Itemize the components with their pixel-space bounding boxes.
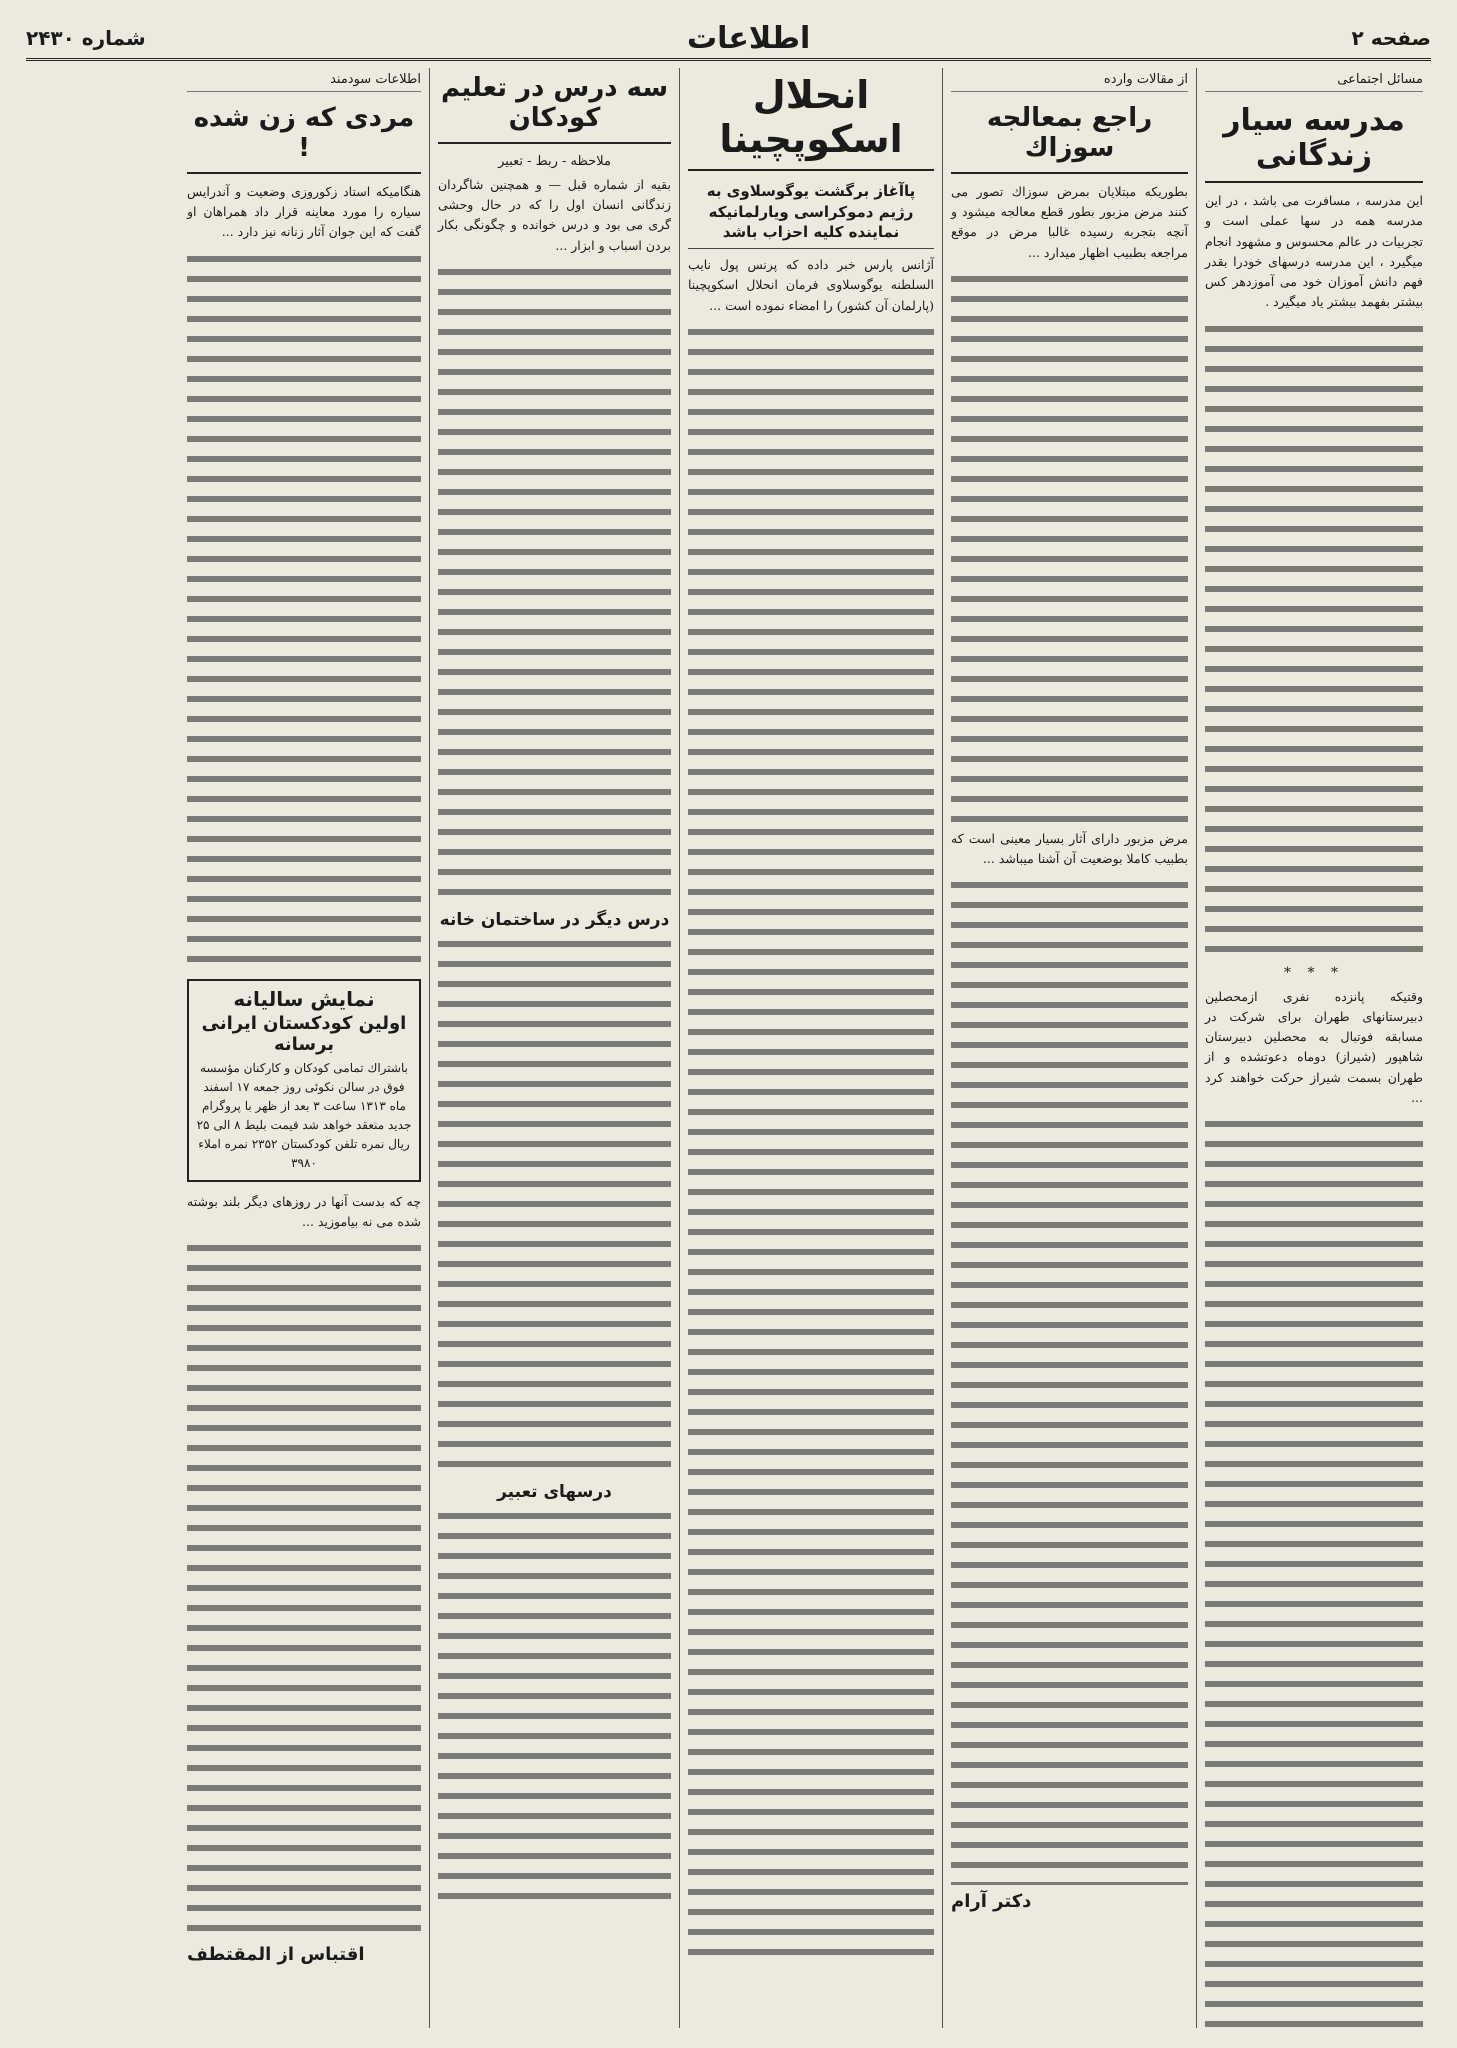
issue-number: شماره ۲۴۳۰ [26, 26, 146, 50]
column-politics [679, 68, 942, 2028]
article-subhead: پاآغاز برگشت یوگوسلاوی به رژیم دموکراسی ویارلمانیکه نماینده کلیه احزاب باشد [688, 179, 934, 249]
article-body-text [688, 322, 934, 1962]
column-education [429, 68, 679, 2028]
page-number: صفحه ۲ [1351, 26, 1431, 50]
article-paragraph: مرض مزبور دارای آثار بسیار معینی است که بطبیب کاملا بوضعیت آن آشنا میباشد ... [951, 830, 1188, 867]
article-byline: ملاحظه - ربط - تعبیر [498, 153, 611, 169]
column-medical [942, 68, 1196, 2028]
article-body-text [951, 269, 1188, 829]
masthead [26, 18, 1431, 61]
article-body-text [1205, 1114, 1423, 2028]
section-heading: درس دیگر در ساختمان خانه [439, 909, 670, 930]
section-kicker: اطلاعات سودمند [187, 68, 421, 92]
article-headline: سه درس در تعلیم کودکان [438, 68, 671, 144]
section-heading: درسهای تعبیر [497, 1481, 612, 1502]
article-lead: بقیه از شماره قبل — و همچنین شاگردان زندگانی انسان اول را که در حال وحشی گری می بود و درس خوانده و چگونگی بکار بردن اسباب و ابزار ... [438, 176, 671, 253]
separator-stars: * * * [1284, 964, 1344, 981]
announcement-text: باشتراك تمامی کودکان و کارکنان مؤسسه فوق در سالن نکوئی روز جمعه ۱۷ اسفند ماه ۱۳۱۳ ساعت ۳ بعد از ظهر با پروگرام جدید منعقد خواهد شد قیمت بلیط ۸ الی ۲۵ ریال نمره تلفن کودکستان ۲۳۵۲ نمره املاء ۳۹۸۰ [196, 1060, 412, 1171]
author-signature: دکتر آرام [951, 1891, 1032, 1913]
source-credit: اقتباس از المقتطف [187, 1944, 365, 1966]
announcement-subtitle: اولین کودکستان ایرانی برسانه [201, 1012, 407, 1055]
column-useful-info [179, 68, 429, 2028]
section-kicker: مسائل اجتماعی [1205, 68, 1423, 92]
article-lead: بطوریکه مبتلایان بمرض سوزاك تصور می کنند مرض مزبور بطور قطع معالجه میشود و آنچه بتجربه رسیده غالبا مرض در موقع مراجعه بطبیب اظهار میدارد ... [951, 183, 1188, 260]
newspaper-title: اطلاعات [687, 20, 811, 56]
announcement-title: نمایش سالیانه [233, 986, 375, 1011]
article-body-text [438, 934, 671, 1474]
article-body-text [187, 249, 421, 969]
article-paragraph: چه که بدست آنها در روزهای دیگر بلند بوشته شده می نه بیاموزید ... [187, 1193, 421, 1229]
article-body-text [951, 875, 1188, 1885]
article-lead: آژانس پارس خبر داده که پرنس پول نایب السلطنه یوگوسلاوی فرمان انحلال اسکوپچینا (پارلمان آن کشور) را امضاء نموده است ... [688, 257, 934, 313]
article-headline: مدرسه سیار زندگانی [1205, 98, 1423, 183]
column-social [1196, 68, 1431, 2028]
section-kicker: از مقالات وارده [951, 68, 1188, 92]
article-body-text [438, 1506, 671, 1906]
announcement-box [187, 979, 421, 1182]
article-lead: هنگامیکه استاد زکوروزی وضعیت و آندرایس سیاره را مورد معاینه قرار داد همراهان او گفت که این جوان آثار زنانه نیز دارد ... [187, 183, 421, 240]
article-body-text [438, 262, 671, 902]
article-body-text [187, 1238, 421, 1938]
article-lead: این مدرسه ، مسافرت می باشد ، در این مدرسه همه در سها عملی است و تجربیات در عالم محسوس و مشهود انجام میگیرد ، این مدرسه درسهای خودرا بقدر فهم دانش آموزان خود می آموزدهر کس بیشتر بفهمد بیشتر یاد میگیرد . [1205, 193, 1423, 310]
article-headline: انحلال اسکوپچینا [688, 68, 934, 171]
article-headline: مردی که زن شده ! [187, 98, 421, 174]
article-body-text [1205, 319, 1423, 959]
article-paragraph: وقتیکه پانزده نفری ازمحصلین دبیرستانهای طهران برای شرکت در مسابقه فوتبال به محصلین دبیرستان شاهپور (شیراز) دوماه دعوتشده و از طهران بسمت شیراز حرکت خواهند کرد ... [1205, 988, 1423, 1105]
article-headline: راجع بمعالجه سوزاك [951, 98, 1188, 174]
